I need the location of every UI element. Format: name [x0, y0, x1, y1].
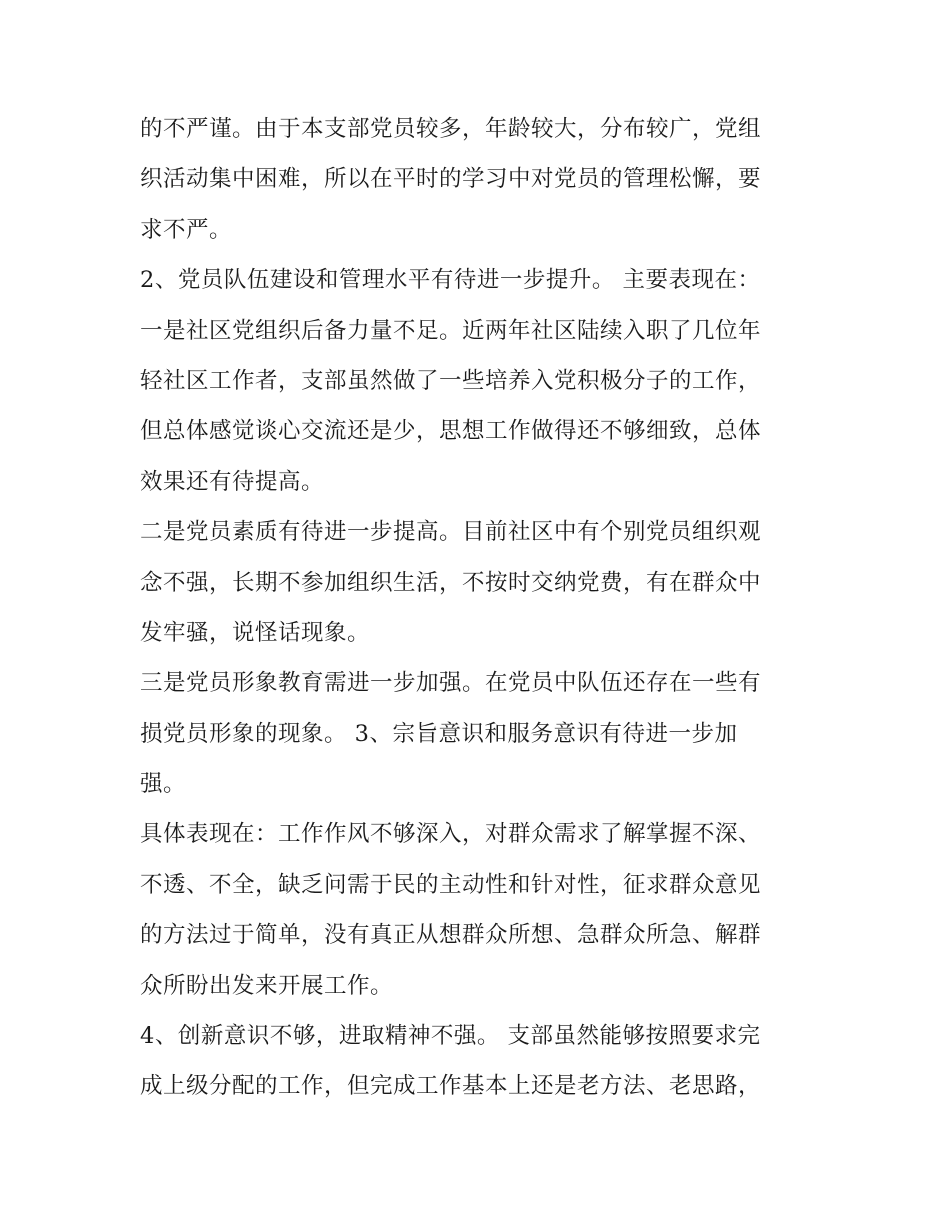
text-line: 三是党员形象教育需进一步加强。在党员中队伍还存在一些有 — [140, 670, 762, 697]
text-line: 具体表现在：工作作风不够深入，对群众需求了解掌握不深、 — [140, 821, 762, 848]
text-line: 织活动集中困难，所以在平时的学习中对党员的管理松懈，要 — [140, 166, 762, 193]
text-line: 的方法过于简单，没有真正从想群众所想、急群众所急、解群 — [140, 922, 762, 949]
text-line: 但总体感觉谈心交流还是少，思想工作做得还不够细致，总体 — [140, 418, 762, 445]
text-line: 二是党员素质有待进一步提高。目前社区中有个别党员组织观 — [140, 519, 762, 546]
text-line: 2、党员队伍建设和管理水平有待进一步提升。 主要表现在： — [140, 267, 761, 294]
text-line: 4、创新意识不够，进取精神不强。 支部虽然能够按照要求完 — [140, 1023, 761, 1050]
text-line: 的不严谨。由于本支部党员较多，年龄较大，分布较广，党组 — [140, 116, 762, 142]
text-line: 损党员形象的现象。 3、宗旨意识和服务意识有待进一步加 — [140, 720, 738, 747]
text-line: 一是社区党组织后备力量不足。近两年社区陆续入职了几位年 — [140, 317, 762, 344]
text-line: 念不强，长期不参加组织生活，不按时交纳党费，有在群众中 — [140, 569, 762, 596]
text-line: 发牢骚，说怪话现象。 — [140, 619, 371, 646]
text-line: 强。 — [140, 771, 187, 798]
text-line: 轻社区工作者，支部虽然做了一些培养入党积极分子的工作， — [140, 367, 762, 394]
text-line: 成上级分配的工作，但完成工作基本上还是老方法、老思路， — [140, 1073, 762, 1100]
text-line: 效果还有待提高。 — [140, 468, 325, 495]
text-line: 众所盼出发来开展工作。 — [140, 972, 394, 999]
text-line: 求不严。 — [140, 216, 233, 243]
document-body — [140, 104, 820, 1112]
text-line: 不透、不全，缺乏问需于民的主动性和针对性，征求群众意见 — [140, 871, 762, 898]
